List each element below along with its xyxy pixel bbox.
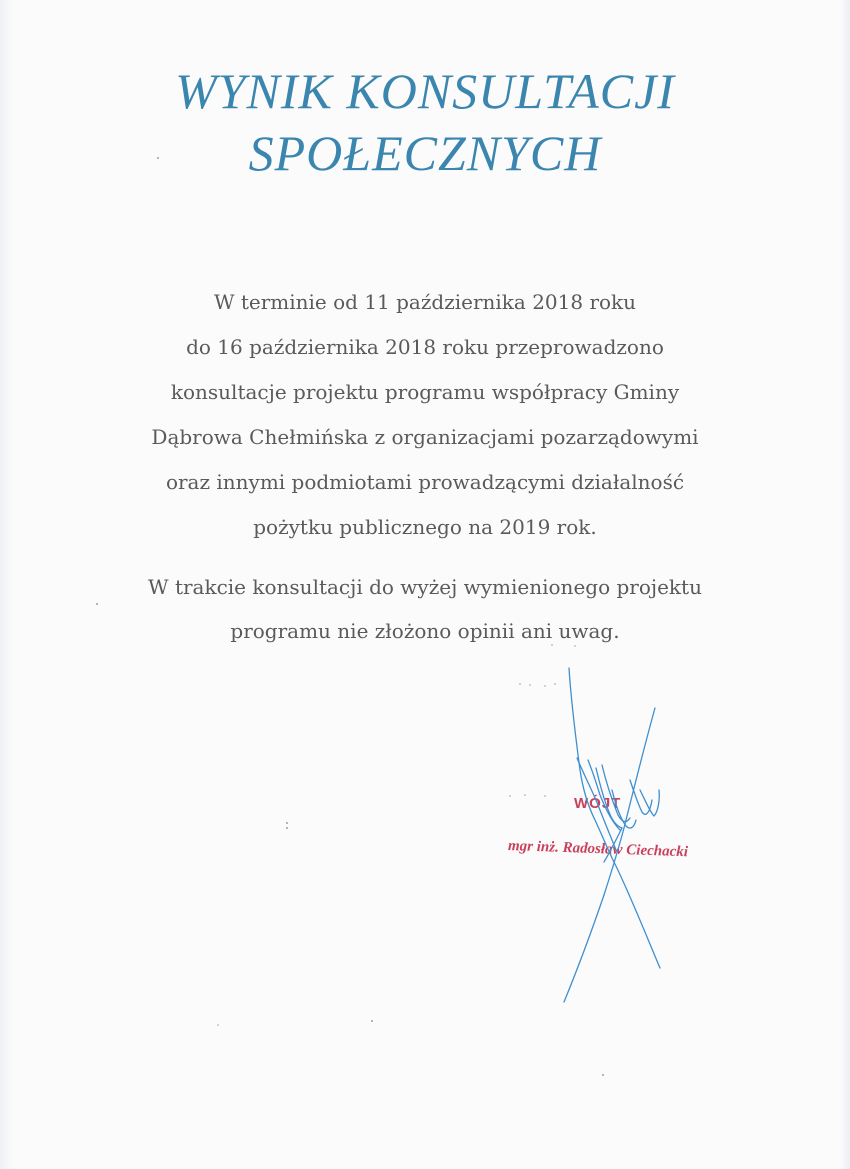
paragraph-line: W terminie od 11 października 2018 roku <box>213 290 637 314</box>
paragraph-line: pożytku publicznego na 2019 rok. <box>253 515 597 539</box>
title-line-2: SPOŁECZNYCH <box>248 125 602 181</box>
paragraph-line: programu nie złożono opinii ani uwag. <box>230 619 620 643</box>
paragraph-line: oraz innymi podmiotami prowadzącymi działalność <box>165 470 685 494</box>
paragraph-line: do 16 października 2018 roku przeprowadzono <box>186 335 664 359</box>
paragraph-line: W trakcie konsultacji do wyżej wymienionego projektu <box>148 575 702 599</box>
stamp-title: WÓJT <box>574 795 622 812</box>
paragraph-line: Dąbrowa Chełmińska z organizacjami pozarządowymi <box>151 425 699 449</box>
title-line-1: WYNIK KONSULTACJI <box>175 63 675 119</box>
paragraph-line: konsultacje projektu programu współpracy Gminy <box>170 380 680 404</box>
stamp-name: mgr inż. Radosław Ciechacki <box>507 838 689 861</box>
